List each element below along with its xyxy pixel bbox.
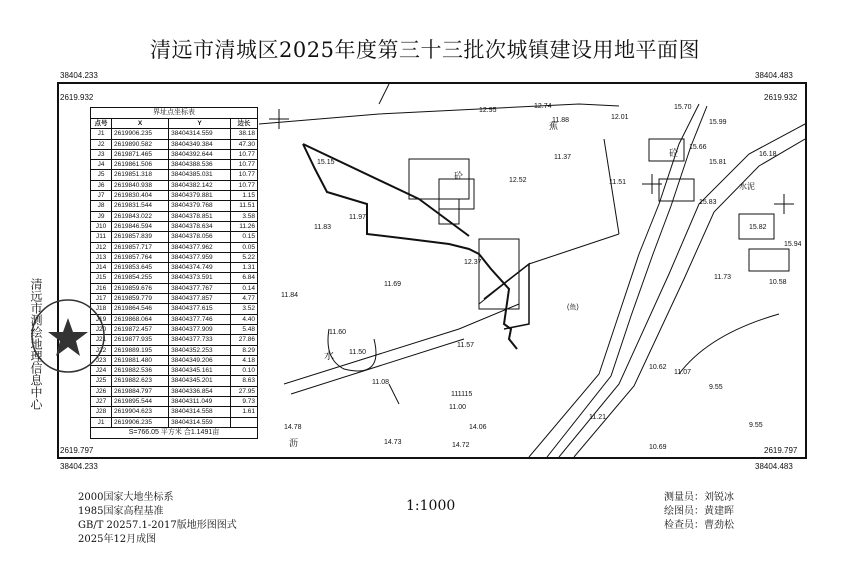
- table-row: [91, 201, 258, 211]
- table-row: [91, 386, 258, 396]
- side-length: 3.52: [231, 304, 258, 314]
- svg-text:11.08: 11.08: [372, 379, 389, 386]
- svg-text:10.62: 10.62: [649, 364, 667, 371]
- coordinate-table-grid: [90, 118, 258, 428]
- point-y: 38404352.253: [169, 345, 231, 355]
- side-length: 47.30: [231, 139, 258, 149]
- point-y: 38404377.615: [169, 304, 231, 314]
- point-x: 2619890.582: [112, 139, 169, 149]
- side-length: 0.10: [231, 366, 258, 376]
- point-id: J1: [91, 129, 112, 139]
- side-length: 27.95: [231, 386, 258, 396]
- point-x: 2619861.506: [112, 160, 169, 170]
- table-row: [91, 376, 258, 386]
- point-id: J23: [91, 355, 112, 365]
- point-x: 2619853.645: [112, 263, 169, 273]
- table-row: [91, 304, 258, 314]
- svg-text:11.69: 11.69: [384, 281, 401, 288]
- point-y: 38404377.959: [169, 252, 231, 262]
- svg-text:11.07: 11.07: [674, 369, 691, 376]
- table-row: [91, 149, 258, 159]
- point-x: 2619871.465: [112, 149, 169, 159]
- table-row: [91, 355, 258, 365]
- svg-text:水泥: 水泥: [739, 182, 755, 191]
- table-row: [91, 139, 258, 149]
- point-x: 2619840.938: [112, 180, 169, 190]
- map-scale: 1:1000: [406, 498, 456, 514]
- corner-bl-y: 2619.797: [60, 446, 94, 455]
- point-y: 38404388.536: [169, 160, 231, 170]
- point-y: 38404373.591: [169, 273, 231, 283]
- corner-tr-y: 2619.932: [764, 93, 798, 102]
- table-row: [91, 232, 258, 242]
- side-length: 8.29: [231, 345, 258, 355]
- point-id: J7: [91, 191, 112, 201]
- point-x: 2619859.676: [112, 283, 169, 293]
- footer-right: [664, 491, 734, 533]
- side-length: 1.61: [231, 407, 258, 417]
- side-length: 9.73: [231, 397, 258, 407]
- point-y: 38404336.854: [169, 386, 231, 396]
- svg-text:15.81: 15.81: [709, 159, 727, 166]
- seal-stamp: [28, 296, 108, 376]
- side-length: 11.26: [231, 221, 258, 231]
- svg-text:12.74: 12.74: [534, 103, 552, 110]
- point-id: J25: [91, 376, 112, 386]
- table-row: [91, 170, 258, 180]
- table-row: [91, 314, 258, 324]
- point-id: J16: [91, 283, 112, 293]
- point-id: J26: [91, 386, 112, 396]
- svg-text:12.95: 12.95: [479, 107, 497, 114]
- svg-text:12.52: 12.52: [509, 177, 527, 184]
- svg-text:15.94: 15.94: [784, 241, 802, 248]
- svg-text:11.83: 11.83: [314, 224, 331, 231]
- svg-text:11.88: 11.88: [552, 117, 569, 124]
- point-y: 38404314.558: [169, 407, 231, 417]
- svg-text:10.69: 10.69: [649, 444, 667, 451]
- side-length: 4.77: [231, 294, 258, 304]
- svg-text:9.55: 9.55: [709, 384, 723, 391]
- table-row: [91, 273, 258, 283]
- footer-left: [78, 491, 237, 547]
- table-row: [91, 335, 258, 345]
- point-x: 2619854.255: [112, 273, 169, 283]
- point-x: 2619872.457: [112, 324, 169, 334]
- svg-text:砼: 砼: [669, 148, 679, 158]
- side-length: 3.58: [231, 211, 258, 221]
- side-length: 8.63: [231, 376, 258, 386]
- point-y: 38404349.206: [169, 355, 231, 365]
- point-x: 2619846.594: [112, 221, 169, 231]
- table-row: [91, 180, 258, 190]
- point-id: J14: [91, 263, 112, 273]
- point-x: 2619904.623: [112, 407, 169, 417]
- svg-text:14.06: 14.06: [469, 424, 487, 431]
- svg-text:15.15: 15.15: [317, 159, 335, 166]
- side-length: 4.40: [231, 314, 258, 324]
- table-row: [91, 221, 258, 231]
- col-header-y: Y: [169, 119, 231, 129]
- point-x: 2619877.935: [112, 335, 169, 345]
- point-y: 38404379.768: [169, 201, 231, 211]
- point-y: 38404377.733: [169, 335, 231, 345]
- svg-text:14.78: 14.78: [284, 424, 302, 431]
- side-length: 1.31: [231, 263, 258, 273]
- table-row: [91, 294, 258, 304]
- svg-text:11.50: 11.50: [349, 349, 366, 356]
- point-y: 38404382.142: [169, 180, 231, 190]
- corner-br-y: 2619.797: [764, 446, 798, 455]
- point-y: 38404392.644: [169, 149, 231, 159]
- side-length: 10.77: [231, 160, 258, 170]
- svg-text:14.73: 14.73: [384, 439, 402, 446]
- side-length: [231, 417, 258, 427]
- point-x: 2619884.797: [112, 386, 169, 396]
- point-id: J18: [91, 304, 112, 314]
- table-row: [91, 242, 258, 252]
- point-y: 38404378.634: [169, 221, 231, 231]
- point-x: 2619881.480: [112, 355, 169, 365]
- svg-text:11.51: 11.51: [609, 179, 626, 186]
- table-row: [91, 160, 258, 170]
- point-y: 38404311.049: [169, 397, 231, 407]
- table-row: [91, 417, 258, 427]
- corner-bl-x: 38404.233: [60, 462, 98, 471]
- footer-checker: 检查员：曹劲松: [664, 520, 734, 531]
- point-id: J22: [91, 345, 112, 355]
- table-row: [91, 211, 258, 221]
- table-row: [91, 283, 258, 293]
- point-y: 38404345.161: [169, 366, 231, 376]
- table-row: [91, 252, 258, 262]
- corner-br-x: 38404.483: [755, 462, 793, 471]
- footer-map-date: 2025年12月成图: [78, 534, 157, 545]
- side-length: 0.14: [231, 283, 258, 293]
- svg-text:15.66: 15.66: [689, 144, 707, 151]
- svg-text:11.37: 11.37: [554, 154, 571, 161]
- point-x: 2619864.546: [112, 304, 169, 314]
- side-length: 5.48: [231, 324, 258, 334]
- side-length: 10.77: [231, 180, 258, 190]
- svg-text:15.82: 15.82: [749, 224, 767, 231]
- side-length: 0.05: [231, 242, 258, 252]
- point-y: 38404377.767: [169, 283, 231, 293]
- side-length: 38.18: [231, 129, 258, 139]
- svg-text:15.70: 15.70: [674, 104, 692, 111]
- footer-coord-system: 2000国家大地坐标系: [78, 492, 174, 503]
- side-length: 27.86: [231, 335, 258, 345]
- table-row: [91, 397, 258, 407]
- point-x: 2619889.195: [112, 345, 169, 355]
- coordinate-table-area: S=766.05 平方米 合1.1491亩: [90, 428, 258, 439]
- svg-text:12.37: 12.37: [464, 259, 482, 266]
- point-x: 2619895.544: [112, 397, 169, 407]
- svg-text:10.58: 10.58: [769, 279, 787, 286]
- table-row: [91, 263, 258, 273]
- point-id: J21: [91, 335, 112, 345]
- point-y: 38404345.201: [169, 376, 231, 386]
- point-x: 2619906.235: [112, 417, 169, 427]
- point-id: J12: [91, 242, 112, 252]
- footer-map-standard: GB/T 20257.1-2017版地形图图式: [78, 520, 237, 531]
- svg-text:水: 水: [324, 351, 334, 362]
- point-id: J28: [91, 407, 112, 417]
- svg-text:15.83: 15.83: [699, 199, 717, 206]
- table-row: [91, 345, 258, 355]
- footer-drafter: 绘图员：黄建晖: [664, 506, 734, 517]
- svg-text:15.99: 15.99: [709, 119, 727, 126]
- point-id: J24: [91, 366, 112, 376]
- side-length: 11.51: [231, 201, 258, 211]
- point-y: 38404378.851: [169, 211, 231, 221]
- point-id: J11: [91, 232, 112, 242]
- svg-text:11.84: 11.84: [281, 292, 298, 299]
- point-id: J5: [91, 170, 112, 180]
- table-row: [91, 366, 258, 376]
- point-id: J8: [91, 201, 112, 211]
- svg-text:11.57: 11.57: [457, 342, 474, 349]
- coordinate-table-title: 界址点坐标表: [90, 107, 258, 118]
- point-x: 2619851.318: [112, 170, 169, 180]
- side-length: 10.77: [231, 149, 258, 159]
- point-x: 2619857.717: [112, 242, 169, 252]
- page-title: 清远市清城区2025年度第三十三批次城镇建设用地平面图: [150, 38, 700, 62]
- svg-text:(鱼): (鱼): [567, 304, 579, 311]
- point-y: 38404379.881: [169, 191, 231, 201]
- col-header-point: 点号: [91, 119, 112, 129]
- point-y: 38404377.909: [169, 324, 231, 334]
- svg-text:11.21: 11.21: [589, 414, 606, 421]
- point-x: 2619857.839: [112, 232, 169, 242]
- point-y: 38404374.749: [169, 263, 231, 273]
- svg-text:砼: 砼: [454, 171, 464, 181]
- coordinate-table: [90, 107, 258, 439]
- table-row: [91, 324, 258, 334]
- point-id: J15: [91, 273, 112, 283]
- point-y: 38404377.857: [169, 294, 231, 304]
- corner-tl-x: 38404.233: [60, 71, 98, 80]
- corner-tl-y: 2619.932: [60, 93, 94, 102]
- point-y: 38404349.384: [169, 139, 231, 149]
- coordinate-table-body: [91, 129, 258, 428]
- point-id: J2: [91, 139, 112, 149]
- svg-text:9.55: 9.55: [749, 422, 763, 429]
- point-id: J13: [91, 252, 112, 262]
- svg-text:11.97: 11.97: [349, 214, 366, 221]
- point-y: 38404314.559: [169, 417, 231, 427]
- point-x: 2619831.544: [112, 201, 169, 211]
- point-id: J20: [91, 324, 112, 334]
- side-length: 1.15: [231, 191, 258, 201]
- side-length: 6.84: [231, 273, 258, 283]
- svg-text:11.60: 11.60: [329, 329, 346, 336]
- point-y: 38404377.962: [169, 242, 231, 252]
- side-length: 5.22: [231, 252, 258, 262]
- col-header-distance: 边长: [231, 119, 258, 129]
- point-id: J4: [91, 160, 112, 170]
- footer-elevation-datum: 1985国家高程基准: [78, 506, 164, 517]
- point-y: 38404377.746: [169, 314, 231, 324]
- point-x: 2619857.764: [112, 252, 169, 262]
- footer-surveyor: 测量员：刘锐冰: [664, 492, 734, 503]
- point-x: 2619868.064: [112, 314, 169, 324]
- stamp-text: 清远市测绘地理信息中心: [29, 278, 43, 410]
- svg-text:11.73: 11.73: [714, 274, 731, 281]
- point-x: 2619830.404: [112, 191, 169, 201]
- side-length: 10.77: [231, 170, 258, 180]
- corner-tr-x: 38404.483: [755, 71, 793, 80]
- svg-text:12.01: 12.01: [611, 114, 629, 121]
- svg-text:11.00: 11.00: [449, 404, 466, 411]
- point-y: 38404378.056: [169, 232, 231, 242]
- point-x: 2619859.779: [112, 294, 169, 304]
- point-id: J19: [91, 314, 112, 324]
- point-y: 38404385.031: [169, 170, 231, 180]
- svg-text:蕉: 蕉: [549, 121, 559, 131]
- table-row: [91, 407, 258, 417]
- point-x: 2619906.235: [112, 129, 169, 139]
- side-length: 4.18: [231, 355, 258, 365]
- side-length: 0.15: [231, 232, 258, 242]
- svg-text:14.72: 14.72: [452, 442, 470, 449]
- point-id: J1: [91, 417, 112, 427]
- point-id: J17: [91, 294, 112, 304]
- point-id: J10: [91, 221, 112, 231]
- svg-text:111115: 111115: [451, 391, 473, 398]
- point-x: 2619882.623: [112, 376, 169, 386]
- svg-text:16.18: 16.18: [759, 151, 777, 158]
- point-id: J6: [91, 180, 112, 190]
- svg-text:沥: 沥: [289, 438, 299, 448]
- point-id: J27: [91, 397, 112, 407]
- point-id: J3: [91, 149, 112, 159]
- point-x: 2619882.536: [112, 366, 169, 376]
- table-row: [91, 191, 258, 201]
- col-header-x: X: [112, 119, 169, 129]
- table-row: [91, 129, 258, 139]
- point-x: 2619843.022: [112, 211, 169, 221]
- point-y: 38404314.559: [169, 129, 231, 139]
- point-id: J9: [91, 211, 112, 221]
